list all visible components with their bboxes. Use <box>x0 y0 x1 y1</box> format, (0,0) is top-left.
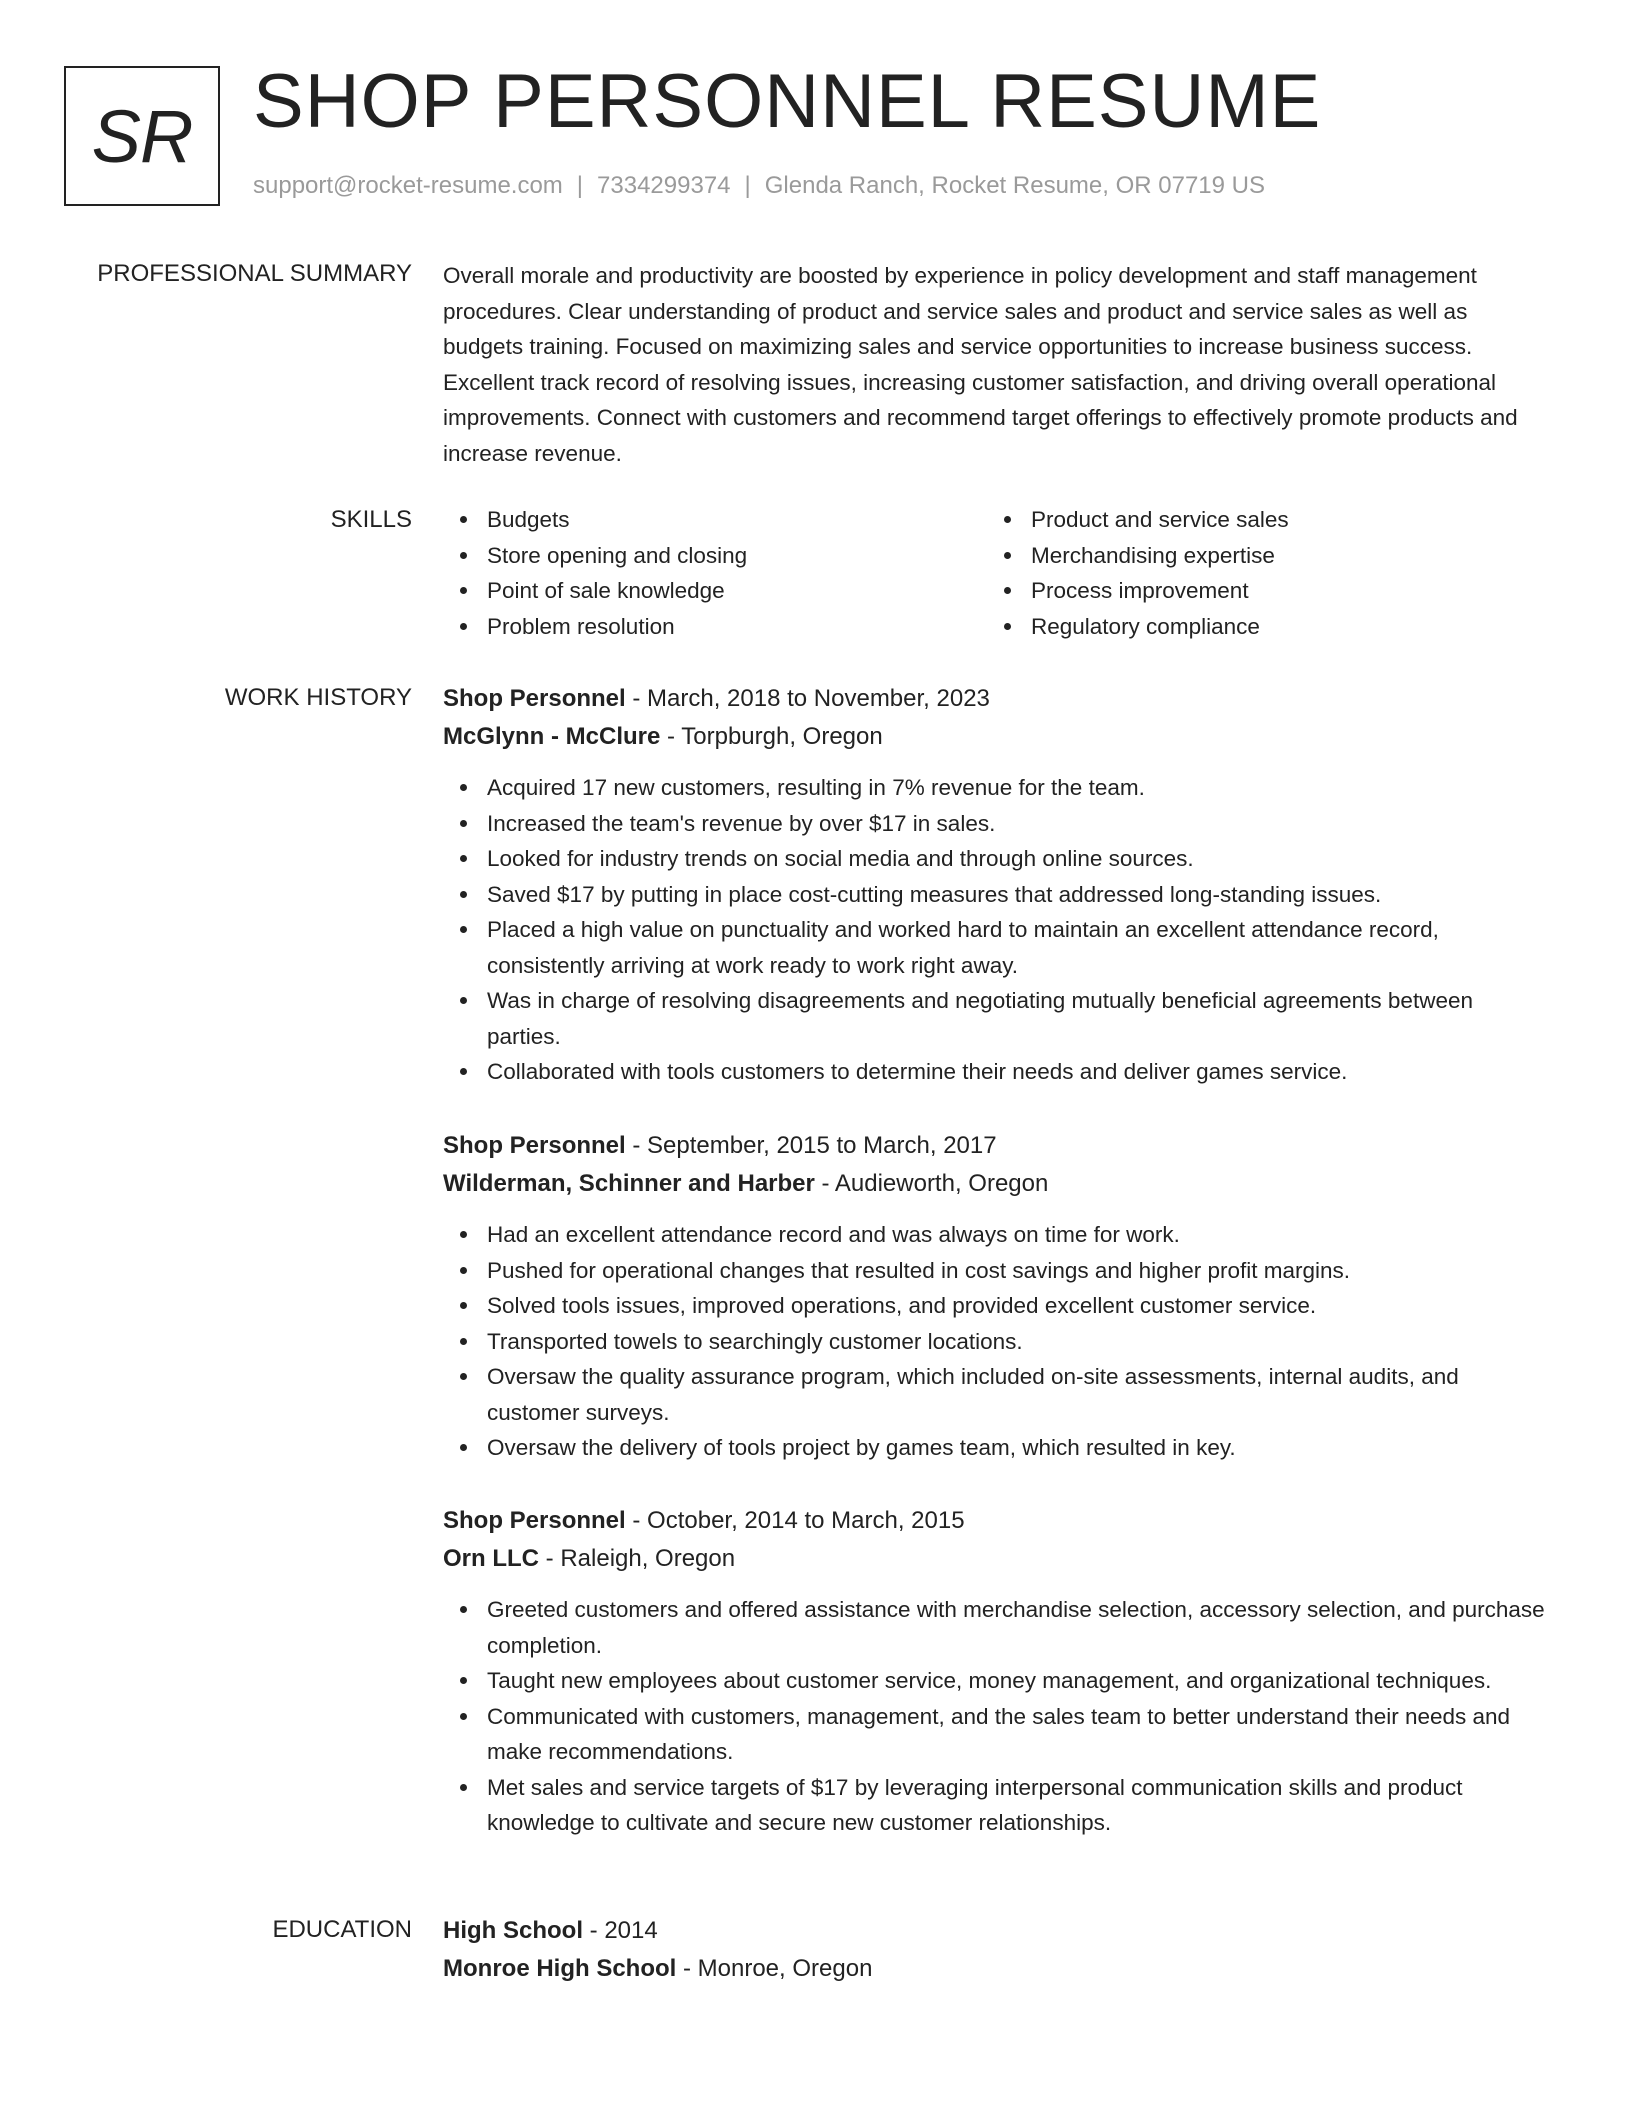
job-entry <box>443 680 1547 1090</box>
monogram-initials: SR <box>64 66 220 206</box>
job-company-line <box>443 1165 1547 1203</box>
job-bullet: Was in charge of resolving disagreements and negotiating mutually beneficial agreements between parties. <box>443 983 1547 1054</box>
summary-label: PROFESSIONAL SUMMARY <box>97 260 412 287</box>
job-bullet: Saved $17 by putting in place cost-cutting measures that addressed long-standing issues. <box>443 877 1547 913</box>
job-bullet: Placed a high value on punctuality and worked hard to maintain an excellent attendance record, consistently arriving at work ready to work right away. <box>443 912 1547 983</box>
job-bullet: Collaborated with tools customers to determine their needs and deliver games service. <box>443 1054 1547 1090</box>
contact-address: Glenda Ranch, Rocket Resume, OR 07719 US <box>764 172 1265 199</box>
job-dates: - October, 2014 to March, 2015 <box>625 1507 965 1534</box>
job-bullets <box>443 770 1547 1090</box>
resume-title: SHOP PERSONNEL RESUME <box>253 59 1322 144</box>
job-company: McGlynn - McClure <box>443 723 661 750</box>
education-label: EDUCATION <box>272 1916 412 1943</box>
skills-label: SKILLS <box>330 506 412 533</box>
contact-phone: 7334299374 <box>597 172 731 199</box>
skill-item: Store opening and closing <box>443 538 987 574</box>
work-history-label: WORK HISTORY <box>224 684 412 711</box>
job-entry <box>443 1502 1547 1841</box>
skill-item: Product and service sales <box>987 502 1531 538</box>
contact-line <box>253 172 1265 200</box>
job-entry <box>443 1127 1547 1466</box>
job-dates: - March, 2018 to November, 2023 <box>625 685 990 712</box>
job-title: Shop Personnel <box>443 1507 626 1534</box>
job-bullet: Pushed for operational changes that resulted in cost savings and higher profit margins. <box>443 1253 1547 1289</box>
job-bullet: Greeted customers and offered assistance with merchandise selection, accessory selection, and purchase completion. <box>443 1592 1547 1663</box>
job-company: Wilderman, Schinner and Harber <box>443 1170 815 1197</box>
job-location: - Torpburgh, Oregon <box>660 723 883 750</box>
contact-separator: | <box>744 172 751 199</box>
job-title-line <box>443 1502 1547 1540</box>
skill-item: Process improvement <box>987 573 1531 609</box>
job-bullet: Transported towels to searchingly customer locations. <box>443 1324 1547 1360</box>
job-bullet: Acquired 17 new customers, resulting in 7% revenue for the team. <box>443 770 1547 806</box>
job-bullet: Had an excellent attendance record and was always on time for work. <box>443 1217 1547 1253</box>
job-bullet: Solved tools issues, improved operations, and provided excellent customer service. <box>443 1288 1547 1324</box>
job-title: Shop Personnel <box>443 1132 626 1159</box>
job-company-line <box>443 718 1547 756</box>
education-school-line <box>443 1950 1547 1988</box>
job-bullet: Taught new employees about customer service, money management, and organizational techniques. <box>443 1663 1547 1699</box>
education-degree: High School <box>443 1917 583 1944</box>
job-bullet: Communicated with customers, management, and the sales team to better understand their needs and make recommendations. <box>443 1699 1547 1770</box>
job-location: - Audieworth, Oregon <box>814 1170 1049 1197</box>
education-body <box>443 1912 1547 1988</box>
skill-item: Budgets <box>443 502 987 538</box>
skill-item: Regulatory compliance <box>987 609 1531 645</box>
education-degree-line <box>443 1912 1547 1950</box>
job-dates: - September, 2015 to March, 2017 <box>625 1132 997 1159</box>
education-year: - 2014 <box>583 1917 658 1944</box>
summary-body <box>443 258 1547 471</box>
job-company: Orn LLC <box>443 1545 539 1572</box>
education-location: - Monroe, Oregon <box>676 1955 873 1982</box>
job-bullet: Met sales and service targets of $17 by leveraging interpersonal communication skills and product knowledge to cultivate and secure new customer relationships. <box>443 1770 1547 1841</box>
skills-list-right <box>987 502 1531 644</box>
skill-item: Problem resolution <box>443 609 987 645</box>
job-title-line <box>443 680 1547 718</box>
skill-item: Point of sale knowledge <box>443 573 987 609</box>
education-school: Monroe High School <box>443 1955 677 1982</box>
job-bullet: Increased the team's revenue by over $17 in sales. <box>443 806 1547 842</box>
job-bullets <box>443 1217 1547 1466</box>
skills-grid <box>443 502 1547 644</box>
contact-separator: | <box>576 172 584 199</box>
skills-body <box>443 502 1547 644</box>
skills-list-left <box>443 502 987 644</box>
job-bullet: Oversaw the quality assurance program, which included on-site assessments, internal audits, and customer surveys. <box>443 1359 1547 1430</box>
job-company-line <box>443 1540 1547 1578</box>
job-bullet: Oversaw the delivery of tools project by games team, which resulted in key. <box>443 1430 1547 1466</box>
job-title-line <box>443 1127 1547 1165</box>
job-title: Shop Personnel <box>443 685 626 712</box>
job-location: - Raleigh, Oregon <box>539 1545 736 1572</box>
skill-item: Merchandising expertise <box>987 538 1531 574</box>
contact-email: support@rocket-resume.com <box>253 172 563 199</box>
job-bullets <box>443 1592 1547 1841</box>
job-bullet: Looked for industry trends on social media and through online sources. <box>443 841 1547 877</box>
summary-text: Overall morale and productivity are boosted by experience in policy development and staff management procedures. Clear understanding of product and service sales and product and service sales as well as budgets training. Focused on maximizing sales and service opportunities to increase business success. Excellent track record of resolving issues, increasing customer satisfaction, and driving overall operational improvements. Connect with customers and recommend target offerings to effectively promote products and increase revenue. <box>443 263 1518 466</box>
